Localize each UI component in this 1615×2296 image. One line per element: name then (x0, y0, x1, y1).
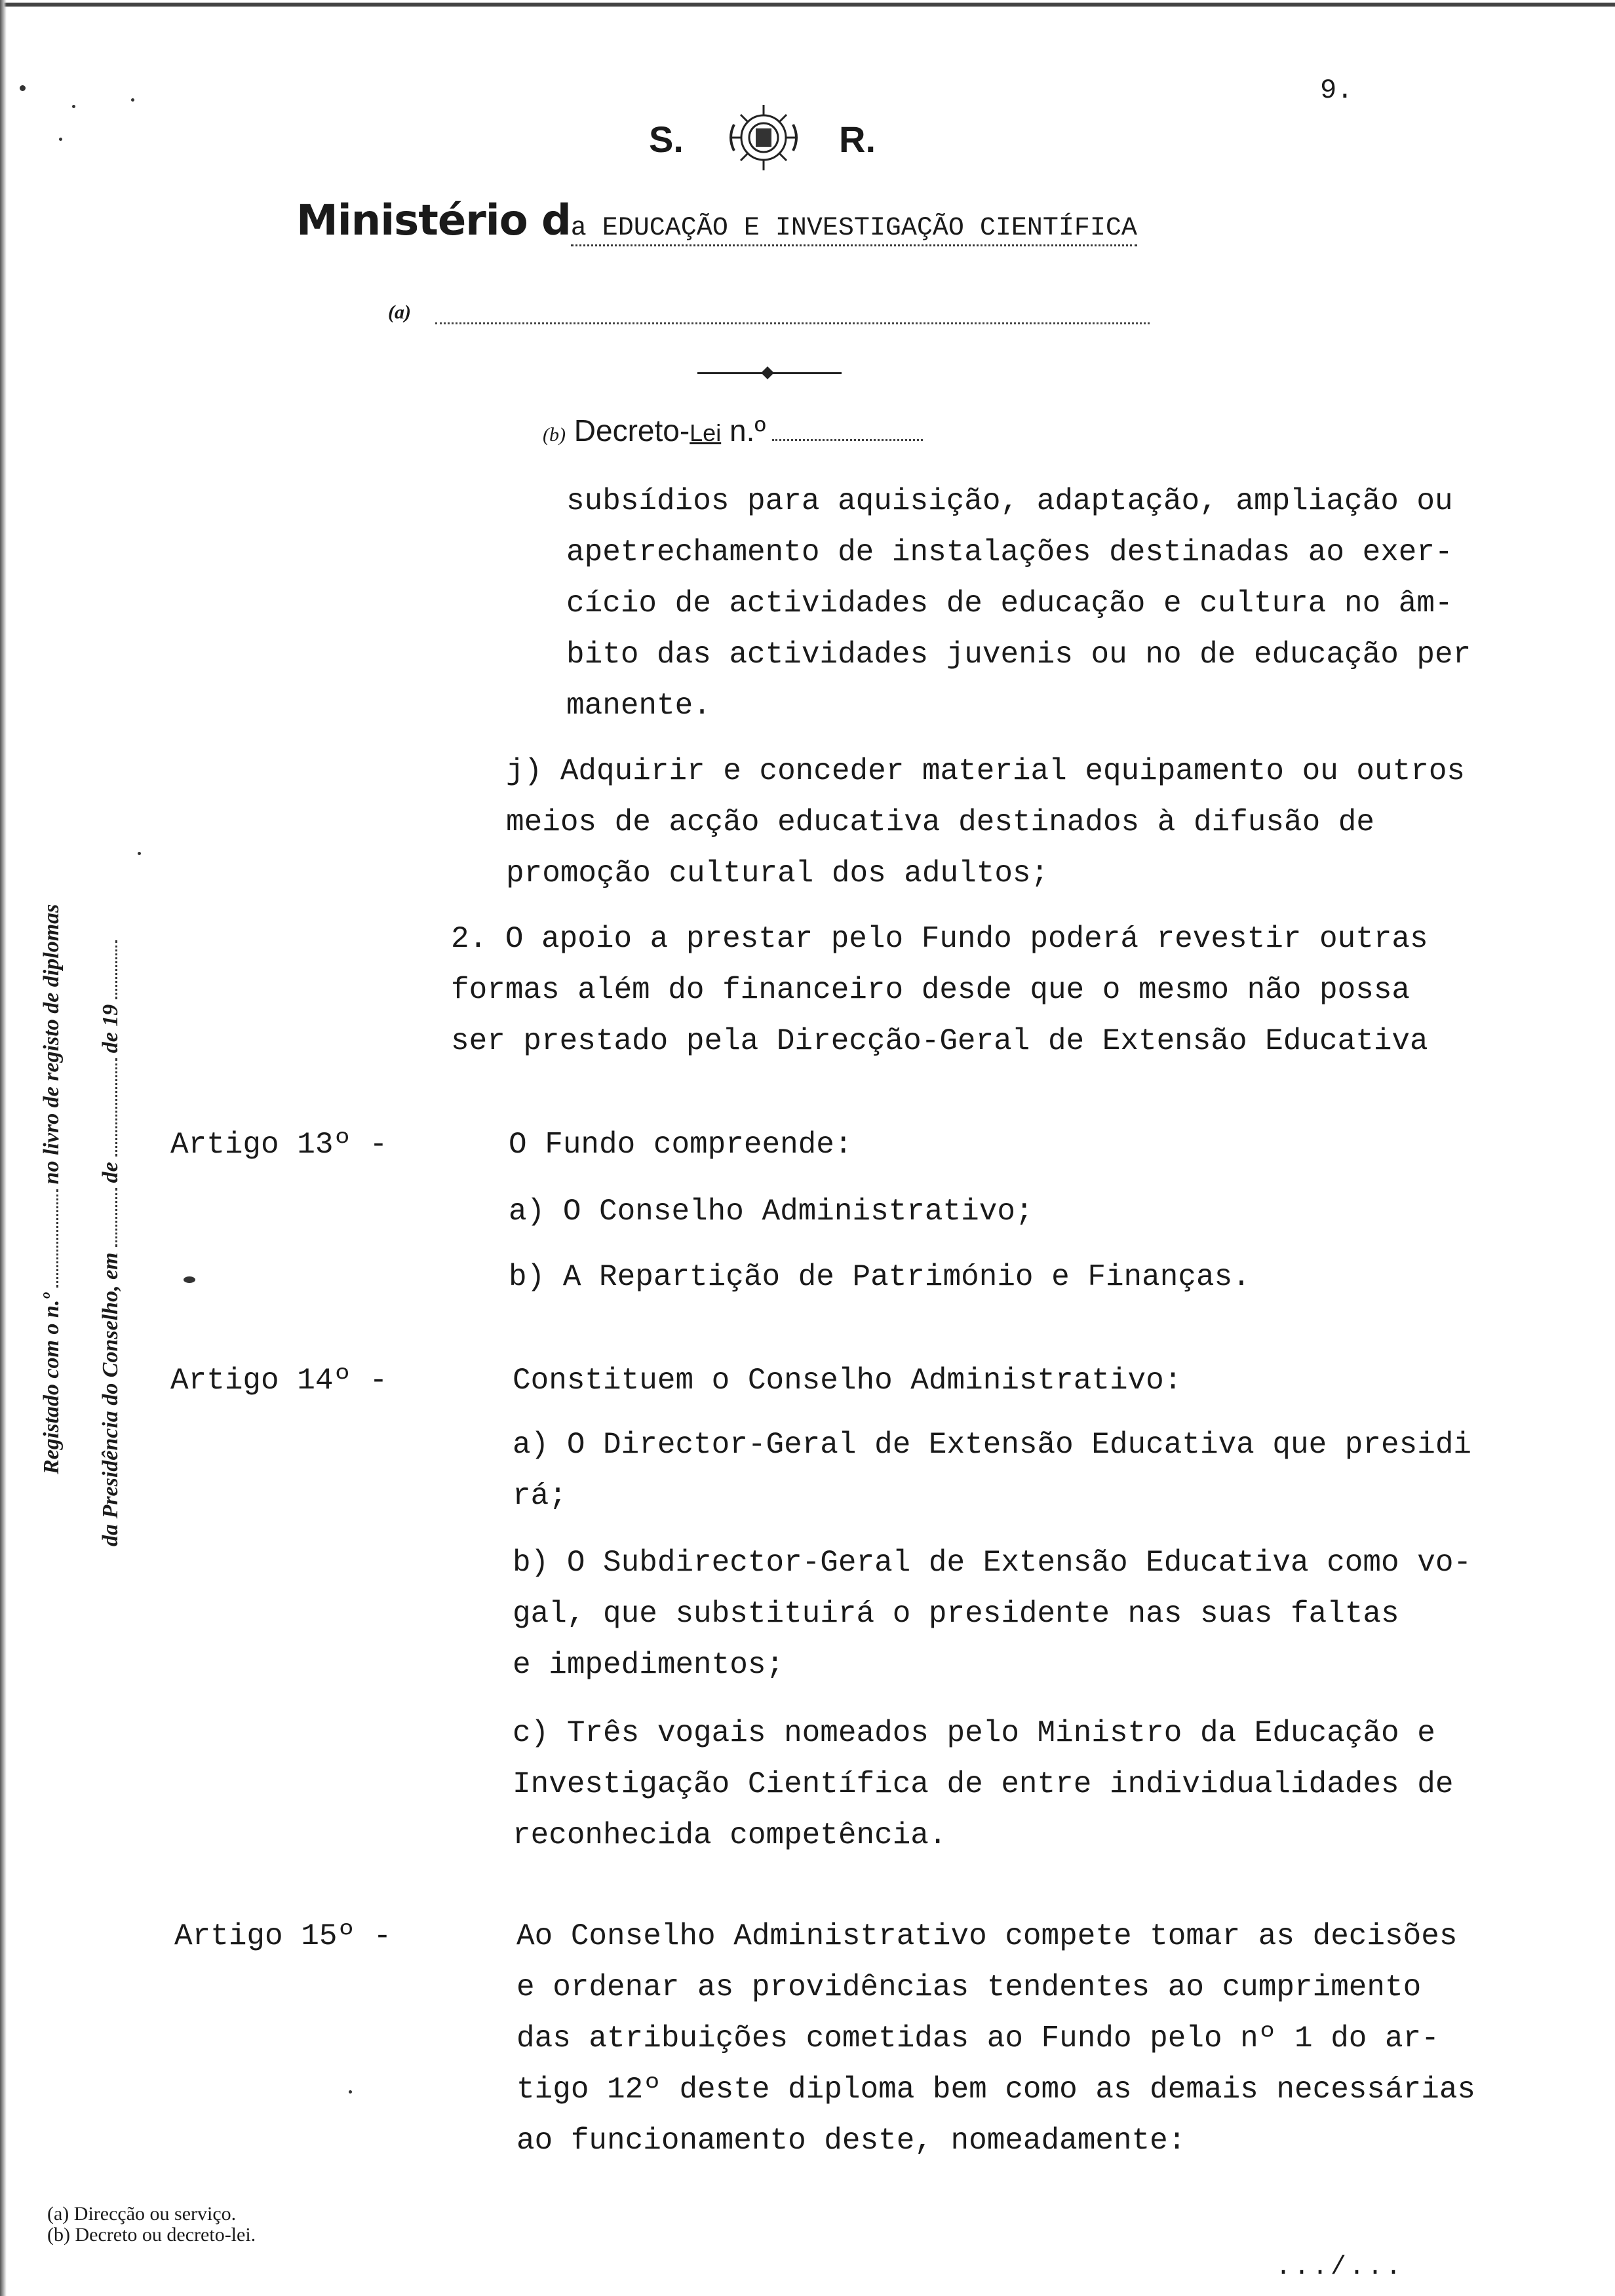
article-14-line: e impedimentos; (513, 1648, 785, 1682)
scan-speck (184, 1276, 195, 1283)
presidency-date-label: da Presidência do Conselho, em (98, 1252, 123, 1546)
footnote-b: (b) Decreto ou decreto-lei. (47, 2224, 256, 2246)
body-line: bito das actividades juvenis ou no de educação per (566, 638, 1471, 672)
article-14-line: gal, que substituirá o presidente nas suas faltas (513, 1597, 1399, 1631)
body-line: apetrechamento de instalações destinadas ao exer- (566, 535, 1453, 569)
article-14-line: rá; (513, 1479, 567, 1513)
decree-b-label: (b) (543, 424, 566, 446)
registry-book-label: no livro de registo de diplomas (39, 904, 64, 1185)
article-13-line: O Fundo compreende: (509, 1128, 853, 1162)
month-blank (115, 1058, 117, 1157)
article-15-line: e ordenar as providências tendentes ao cumprimento (516, 1970, 1422, 2004)
article-13-line: a) O Conselho Administrativo; (509, 1195, 1034, 1229)
decree-number-label: n.º (721, 413, 766, 448)
paragraph-2-line: 2. O apoio a prestar pelo Fundo poderá revestir outras (451, 922, 1428, 956)
paragraph-2-line: formas além do financeiro desde que o mesmo não possa (451, 973, 1411, 1007)
article-14-line: Constituem o Conselho Administrativo: (513, 1364, 1182, 1398)
service-label: (a) (388, 301, 411, 323)
divider-ornament (761, 366, 774, 379)
article-15-line: das atribuições cometidas ao Fundo pelo nº 1 do ar- (516, 2021, 1439, 2056)
article-14-line: b) O Subdirector-Geral de Extensão Educativa como vo- (513, 1546, 1472, 1580)
coat-of-arms-icon (714, 98, 813, 177)
registration-note-line-1 (39, 904, 64, 1474)
state-seal (649, 98, 898, 177)
decree-line (543, 413, 923, 448)
ministry-heading (296, 197, 1137, 245)
article-14-line: c) Três vogais nomeados pelo Ministro da Educação e (513, 1716, 1435, 1750)
scan-speck (20, 85, 26, 91)
year-blank (115, 940, 117, 999)
body-line: subsídios para aquisição, adaptação, ampliação ou (566, 484, 1453, 518)
top-edge-line (0, 3, 1615, 7)
decree-lei: Lei (690, 419, 722, 446)
scan-speck (72, 105, 75, 108)
registration-number-blank (56, 1189, 58, 1288)
registration-note-line-2 (98, 935, 123, 1546)
ministry-name: a EDUCAÇÃO E INVESTIGAÇÃO CIENTÍFICA (571, 214, 1137, 246)
footnote-a: (a) Direcção ou serviço. (47, 2203, 237, 2225)
scan-speck (138, 852, 141, 855)
service-dotted-line (435, 322, 1150, 324)
body-line: cício de actividades de educação e cultura no âm- (566, 586, 1453, 621)
article-15-line: ao funcionamento deste, nomeadamente: (516, 2124, 1186, 2158)
body-line: manente. (566, 689, 711, 723)
article-13-line: b) A Repartição de Património e Finanças. (509, 1260, 1251, 1294)
article-15-line: Ao Conselho Administrativo compete tomar as decisões (516, 1919, 1458, 1953)
article-15-line: tigo 12º deste diploma bem como as demais necessárias (516, 2073, 1476, 2107)
month-label: de (98, 1162, 123, 1183)
ministry-prefix: Ministério d (296, 197, 571, 245)
registration-number-label: Registado com o n.º (39, 1293, 64, 1474)
continuation-mark: .../... (1275, 2253, 1405, 2282)
scan-speck (131, 98, 134, 102)
year-label: de 19 (98, 1004, 123, 1054)
scan-speck (59, 138, 62, 141)
article-14-line: reconhecida competência. (513, 1818, 947, 1852)
item-j-line: meios de acção educativa destinados à difusão de (506, 805, 1375, 839)
decree-label: Decreto- (574, 413, 690, 448)
seal-left-letter: S. (649, 119, 684, 160)
item-j-line: j) Adquirir e conceder material equipamento ou outros (506, 754, 1466, 788)
day-blank (115, 1188, 117, 1247)
article-14-label: Artigo 14º - (170, 1364, 388, 1398)
seal-right-letter: R. (839, 119, 876, 160)
article-15-label: Artigo 15º - (174, 1919, 392, 1953)
decree-number-blank (772, 439, 923, 441)
paragraph-2-line: ser prestado pela Direcção-Geral de Extensão Educativa (451, 1024, 1428, 1058)
page-number: 9. (1320, 75, 1353, 106)
scan-speck (349, 2090, 352, 2094)
article-13-label: Artigo 13º - (170, 1128, 388, 1162)
left-scan-edge (0, 0, 7, 2296)
article-14-line: Investigação Científica de entre individualidades de (513, 1767, 1454, 1801)
article-14-line: a) O Director-Geral de Extensão Educativa que presidi (513, 1428, 1472, 1462)
item-j-line: promoção cultural dos adultos; (506, 856, 1049, 890)
